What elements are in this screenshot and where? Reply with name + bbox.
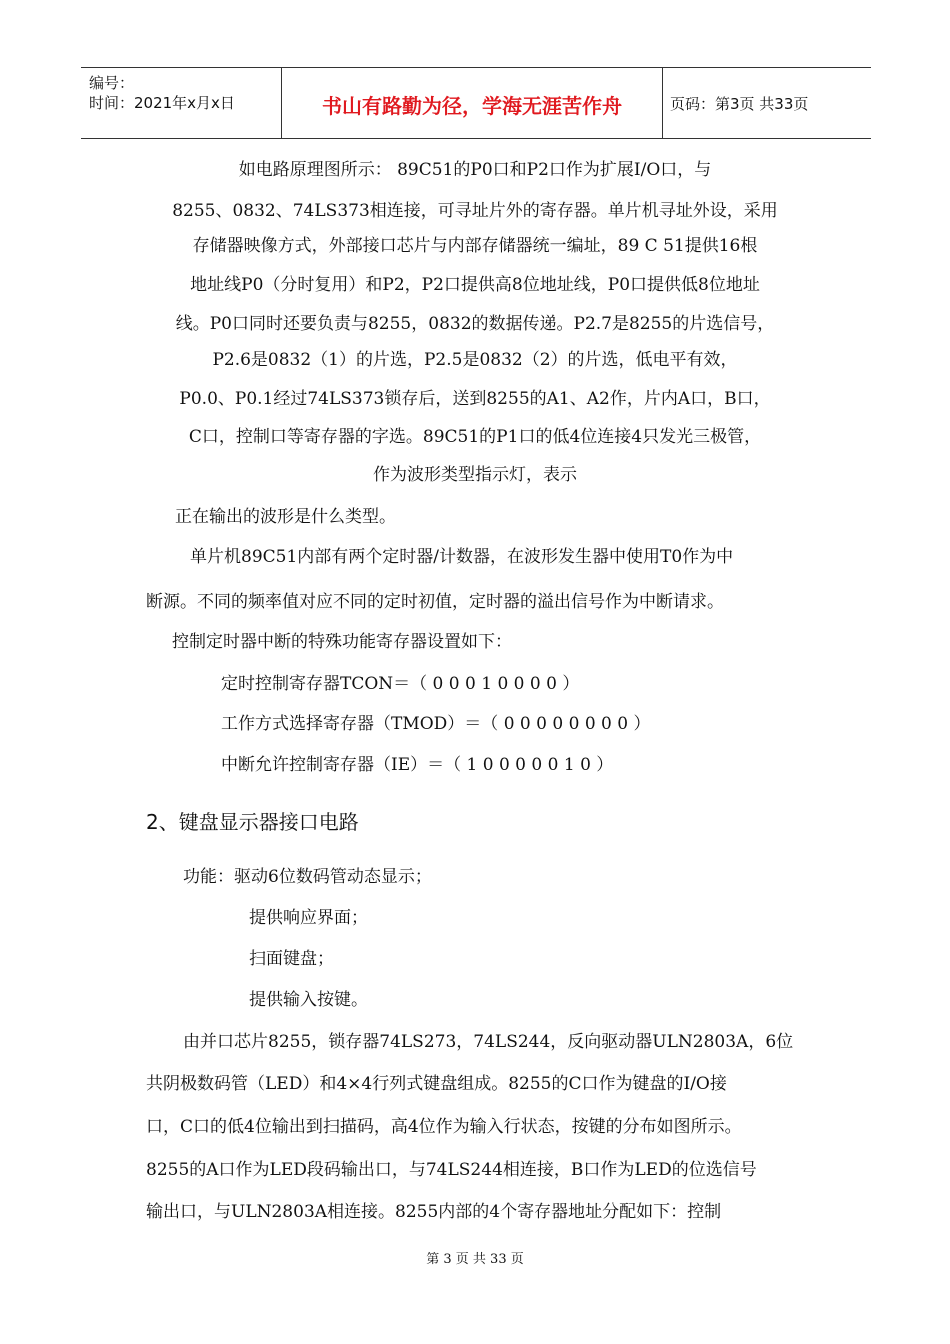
- body-line: P2.6是0832（1）的片选，P2.5是0832（2）的片选，低电平有效，: [212, 350, 738, 370]
- function-item: 提供输入按键。: [249, 990, 368, 1010]
- desc-line: 8255的A口作为LED段码输出口，与74LS244相连接，B口作为LED的位选信号: [146, 1160, 757, 1180]
- paragraph: 控制定时器中断的特殊功能寄存器设置如下：: [172, 632, 512, 652]
- section-title: 2、键盘显示器接口电路: [146, 810, 359, 834]
- function-item: 扫面键盘；: [249, 949, 334, 969]
- page-info: 页码：第3页 共33页: [670, 95, 809, 113]
- desc-line: 共阴极数码管（LED）和4×4行列式键盘组成。8255的C口作为键盘的I/O接: [146, 1074, 727, 1094]
- function-item: 提供响应界面；: [249, 908, 368, 928]
- header-center-cell: [281, 68, 663, 138]
- date-label: 时间：2021年x月x日: [89, 94, 235, 112]
- body-line: P0.0、P0.1经过74LS373锁存后，送到8255的A1、A2作，片内A口，B口，: [179, 389, 771, 409]
- body-line: 地址线P0（分时复用）和P2，P2口提供高8位地址线，P0口提供低8位地址: [190, 275, 760, 295]
- desc-line: 口，C口的低4位输出到扫描码，高4位作为输入行状态，按键的分布如图所示。: [146, 1117, 742, 1137]
- motto: 书山有路勤为径，学海无涯苦作舟: [322, 94, 622, 118]
- register-tcon: 定时控制寄存器TCON＝（ 0 0 0 1 0 0 0 0 ）: [221, 674, 580, 694]
- page-footer: 第 3 页 共 33 页: [426, 1252, 524, 1267]
- paragraph: 正在输出的波形是什么类型。: [175, 507, 396, 527]
- body-line: 如电路原理图所示： 89C51的P0口和P2口作为扩展I/O口，与: [238, 160, 712, 180]
- paragraph: 单片机89C51内部有两个定时器/计数器，在波形发生器中使用T0作为中: [190, 547, 734, 567]
- body-line: C口，控制口等寄存器的字选。89C51的P1口的低4位连接4只发光三极管，: [188, 427, 762, 447]
- body-line: 线。P0口同时还要负责与8255，0832的数据传递。P2.7是8255的片选信号，: [175, 314, 775, 334]
- body-line: 存储器映像方式，外部接口芯片与内部存储器统一编址，89 C 51提供16根: [192, 236, 758, 256]
- header-right-cell: [662, 68, 871, 138]
- body-line: 8255、0832、74LS373相连接，可寻址片外的寄存器。单片机寻址外设，采用: [172, 201, 778, 221]
- header-table: [81, 67, 871, 139]
- function-item: 功能：驱动6位数码管动态显示；: [183, 867, 432, 887]
- desc-line: 输出口，与ULN2803A相连接。8255内部的4个寄存器地址分配如下：控制: [146, 1202, 722, 1222]
- desc-line: 由并口芯片8255，锁存器74LS273，74LS244，反向驱动器ULN2803A，6位: [183, 1032, 794, 1052]
- header-left-cell: [81, 68, 281, 138]
- body-line: 作为波形类型指示灯，表示: [373, 465, 577, 485]
- paragraph: 断源。不同的频率值对应不同的定时初值，定时器的溢出信号作为中断请求。: [146, 592, 724, 612]
- register-ie: 中断允许控制寄存器（IE）＝（ 1 0 0 0 0 0 1 0 ）: [221, 755, 614, 775]
- number-label: 编号：: [89, 74, 135, 92]
- register-tmod: 工作方式选择寄存器（TMOD）＝（ 0 0 0 0 0 0 0 0 ）: [221, 714, 651, 734]
